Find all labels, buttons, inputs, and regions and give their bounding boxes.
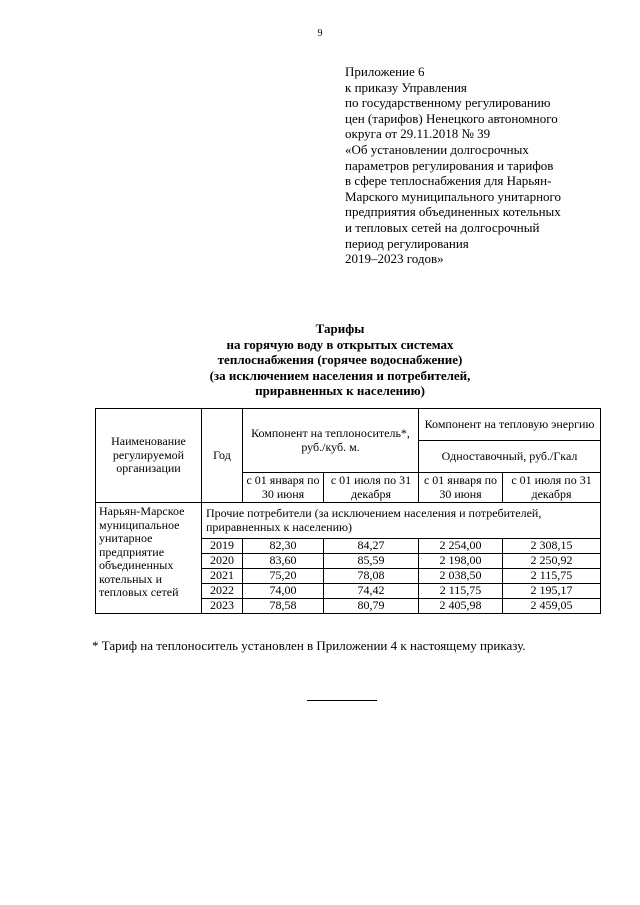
footnote: * Тариф на теплоноситель установлен в Приложении 4 к настоящему приказу. [92, 638, 526, 653]
appendix-line: к приказу Управления [345, 79, 467, 95]
year-cell: 2022 [202, 584, 243, 599]
year-cell: 2023 [202, 599, 243, 614]
page-number: 9 [317, 28, 323, 39]
document-title [80, 321, 600, 399]
appendix-header [345, 64, 605, 267]
appendix-line: Марского муниципального унитарного [345, 188, 562, 204]
year-cell: 2020 [202, 554, 243, 569]
appendix-line: Приложение 6 [345, 64, 425, 79]
carrier-h1-cell: 83,60 [243, 554, 324, 569]
carrier-h2-cell: 80,79 [324, 599, 419, 614]
carrier-h2-cell: 84,27 [324, 539, 419, 554]
appendix-line: предприятия объединенных котельных [345, 204, 561, 220]
period-header: с 01 января по 30 июня [419, 473, 503, 503]
year-cell: 2021 [202, 569, 243, 584]
carrier-h2-cell: 74,42 [324, 584, 419, 599]
energy-h1-cell: 2 038,50 [419, 569, 503, 584]
carrier-header: Компонент на теплоноситель*, руб./куб. м. [243, 409, 419, 473]
carrier-h2-cell: 78,08 [324, 569, 419, 584]
energy-h2-cell: 2 115,75 [503, 569, 601, 584]
energy-h2-cell: 2 250,92 [503, 554, 601, 569]
title-line: Тарифы [315, 321, 365, 336]
title-line: теплоснабжения (горячее водоснабжение) [217, 352, 463, 367]
year-cell: 2019 [202, 539, 243, 554]
tariffs-table [95, 408, 601, 614]
title-line: (за исключением населения и потребителей, [209, 367, 471, 383]
energy-h2-cell: 2 459,05 [503, 599, 601, 614]
carrier-h1-cell: 75,20 [243, 569, 324, 584]
appendix-line: 2019–2023 годов» [345, 251, 444, 267]
appendix-line: по государственному регулированию [345, 95, 551, 111]
energy-h1-cell: 2 405,98 [419, 599, 503, 614]
org-name: Нарьян-Марское муниципальное унитарное предприятие объединенных котельных и тепловых сетей [96, 503, 202, 614]
appendix-line: и тепловых сетей на долгосрочный [345, 219, 540, 235]
energy-h1-cell: 2 198,00 [419, 554, 503, 569]
carrier-h1-cell: 74,00 [243, 584, 324, 599]
title-line: приравненных к населению) [255, 383, 425, 398]
carrier-h2-cell: 85,59 [324, 554, 419, 569]
closing-rule [307, 700, 377, 701]
title-line: на горячую воду в открытых системах [226, 336, 454, 352]
carrier-h1-cell: 82,30 [243, 539, 324, 554]
appendix-line: округа от 29.11.2018 № 39 [345, 126, 491, 142]
consumer-group: Прочие потребители (за исключением населения и потребителей, приравненных к населению) [202, 503, 601, 539]
energy-h2-cell: 2 195,17 [503, 584, 601, 599]
single-rate-header: Одноставочный, руб./Гкал [419, 441, 601, 473]
appendix-line: период регулирования [345, 235, 469, 251]
period-header: с 01 июля по 31 декабря [503, 473, 601, 503]
period-header: с 01 июля по 31 декабря [324, 473, 419, 503]
carrier-h1-cell: 78,58 [243, 599, 324, 614]
appendix-line: в сфере теплоснабжения для Нарьян- [345, 173, 552, 189]
year-header: Год [202, 409, 243, 503]
period-header: с 01 января по 30 июня [243, 473, 324, 503]
energy-h1-cell: 2 115,75 [419, 584, 503, 599]
org-header: Наименование регулируемой организации [96, 409, 202, 503]
appendix-line: «Об установлении долгосрочных [345, 141, 529, 157]
energy-header: Компонент на тепловую энергию [419, 409, 601, 441]
energy-h2-cell: 2 308,15 [503, 539, 601, 554]
energy-h1-cell: 2 254,00 [419, 539, 503, 554]
appendix-line: цен (тарифов) Ненецкого автономного [345, 110, 558, 126]
appendix-line: параметров регулирования и тарифов [345, 157, 554, 173]
